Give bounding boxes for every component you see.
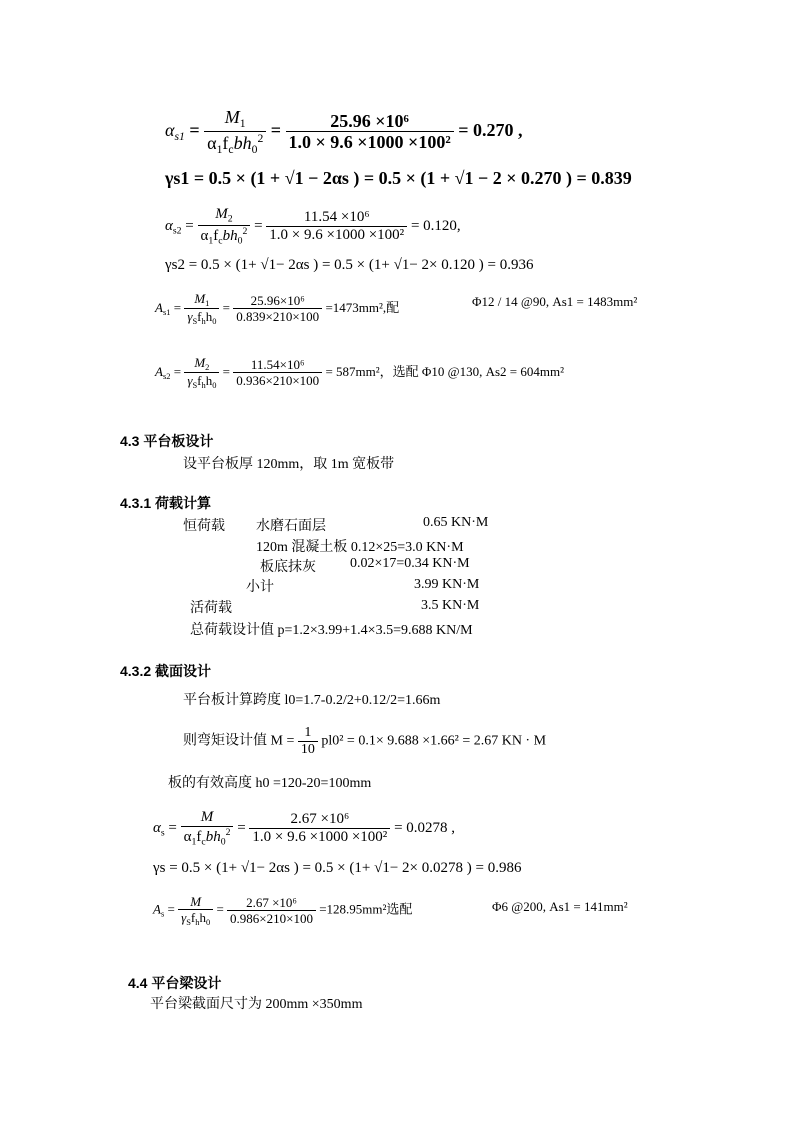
moment-equation xyxy=(183,726,546,757)
load-row-value: 3.99 KN·M xyxy=(414,577,480,592)
eq3-frac2-num: 11.54 ×10⁶ xyxy=(266,210,407,227)
live-load-label: 活荷载 xyxy=(190,601,232,616)
section-4-4-heading: 4.4 平台梁设计 xyxy=(128,975,222,991)
section-4-3-2-heading: 4.3.2 截面设计 xyxy=(120,663,212,679)
load-row-name: 小计 xyxy=(246,580,274,595)
equation-as: $A_s$ = $\frac{M}{\gamma_Sf_hh_0}$ = $\frac{\text{2.67 ×10⁶}}{0.986\times 210\times 100}$ =128.95mm²选配 xyxy=(153,894,413,927)
effective-height: 板的有效高度 h0 =120-20=100mm xyxy=(168,776,372,791)
load-row-name: 水磨石面层 xyxy=(256,519,326,534)
section-4-3-text: 设平台板厚 120mm，取 1m 宽板带 xyxy=(183,457,395,472)
eq3-frac2-den: 1.0 × 9.6 ×1000 ×100² xyxy=(269,227,405,244)
eq7-frac2-num: 2.67 ×10⁶ xyxy=(249,812,390,829)
eq6-frac2-num: 11.54×10⁶ xyxy=(233,358,322,373)
span-text: 平台板计算跨度 l0=1.7-0.2/2+0.12/2=1.66m xyxy=(183,693,441,708)
eq7-result: = 0.0278 , xyxy=(394,819,456,836)
equation-alpha-s1: $\alpha_{s1}$ = $\frac{M_1}{\alpha_1f_cbh_0^2}$ = $\frac{\text{25.96 ×10⁶}}{\text{1.0 × 9.6 ×1000 ×100²}}$ = 0.270 , xyxy=(165,107,523,156)
eq1-result: = 0.270 , xyxy=(458,119,523,140)
eq6-frac2-den: 0.936×210×100 xyxy=(236,373,320,389)
equation-gamma-s1: γs1 = 0.5 × (1 + √1 − 2αs ) = 0.5 × (1 + √1 − 2 × 0.270 ) = 0.839 xyxy=(165,168,632,188)
live-load-value: 3.5 KN·M xyxy=(421,598,480,613)
eq6-result: = 587mm²，选配 xyxy=(325,363,419,379)
equation-alpha-s: $\alpha_s$ = $\frac{M}{\alpha_1f_cbh_0^2}$ = $\frac{\text{2.67 ×10⁶}}{\text{1.0 × 9.6 ×1000 ×100²}}$ = 0.0278 , xyxy=(153,809,456,848)
eq5-frac2-den: 0.839×210×100 xyxy=(236,309,320,325)
load-row-value: 0.02×17=0.34 KN·M xyxy=(350,556,470,571)
equation-gamma-s: γs = 0.5 × (1+ √1− 2αs ) = 0.5 × (1+ √1− 2× 0.0278 ) = 0.986 xyxy=(153,860,522,876)
equation-gamma-s2: γs2 = 0.5 × (1+ √1− 2αs ) = 0.5 × (1+ √1− 2× 0.120 ) = 0.936 xyxy=(165,257,534,273)
eq3-result: = 0.120, xyxy=(410,218,461,235)
total-load: 总荷载设计值 p=1.2×3.99+1.4×3.5=9.688 KN/M xyxy=(190,623,473,638)
equation-as1: $A_{s1}$ = $\frac{M_1}{\gamma_Sf_hh_0}$ = $\frac{\text{25.96×10⁶}}{0.839\times 210\times 100}$ =1473mm²,配 xyxy=(155,291,400,327)
eq9-result: =128.95mm²选配 xyxy=(319,901,413,917)
dead-load-label: 恒荷载 xyxy=(183,519,225,534)
eq5-result: =1473mm²,配 xyxy=(325,299,400,315)
eq1-frac2-den: 1.0 × 9.6 ×1000 ×100² xyxy=(288,132,451,153)
moment-frac-den: 10 xyxy=(300,742,315,757)
moment-frac-num: 1 xyxy=(298,726,318,742)
section-4-4-text: 平台梁截面尺寸为 200mm ×350mm xyxy=(150,997,363,1012)
load-row-name: 120m 混凝土板 0.12×25=3.0 KN·M xyxy=(256,540,464,555)
equation-alpha-s2: $\alpha_{s2}$ = $\frac{M_2}{\alpha_1f_cbh_0^2}$ = $\frac{\text{11.54 ×10⁶}}{\text{1.0 × 9.6 ×1000 ×100²}}$ = 0.120, xyxy=(165,206,461,247)
section-4-3-1-heading: 4.3.1 荷载计算 xyxy=(120,495,212,511)
eq9-rebar: Φ6 @200, As1 = 141mm² xyxy=(492,899,628,914)
eq9-frac2-num: 2.67 ×10⁶ xyxy=(227,896,316,911)
moment-rest: pl0² = 0.1× 9.688 ×1.66² = 2.67 KN · M xyxy=(321,733,547,749)
eq5-rebar: Φ12 / 14 @90, As1 = 1483mm² xyxy=(472,294,638,309)
load-row-value: 0.65 KN·M xyxy=(423,515,489,530)
eq5-frac2-num: 25.96×10⁶ xyxy=(233,294,322,309)
moment-prefix: 则弯矩设计值 M = xyxy=(183,733,295,749)
eq7-frac2-den: 1.0 × 9.6 ×1000 ×100² xyxy=(252,829,388,845)
section-4-3-heading: 4.3 平台板设计 xyxy=(120,433,214,449)
eq9-frac2-den: 0.986×210×100 xyxy=(230,911,313,927)
eq6-rebar: Φ10 @130, As2 = 604mm² xyxy=(421,363,565,379)
eq1-frac2-num: 25.96 ×10⁶ xyxy=(286,112,454,132)
load-row-name: 板底抹灰 xyxy=(260,560,316,575)
equation-as2: $A_{s2}$ = $\frac{M_2}{\gamma_Sf_hh_0}$ = $\frac{\text{11.54×10⁶}}{0.936\times 210\times 100}$ = 587mm²，选配 Φ10 @130, As2 = 604mm² xyxy=(155,355,565,391)
